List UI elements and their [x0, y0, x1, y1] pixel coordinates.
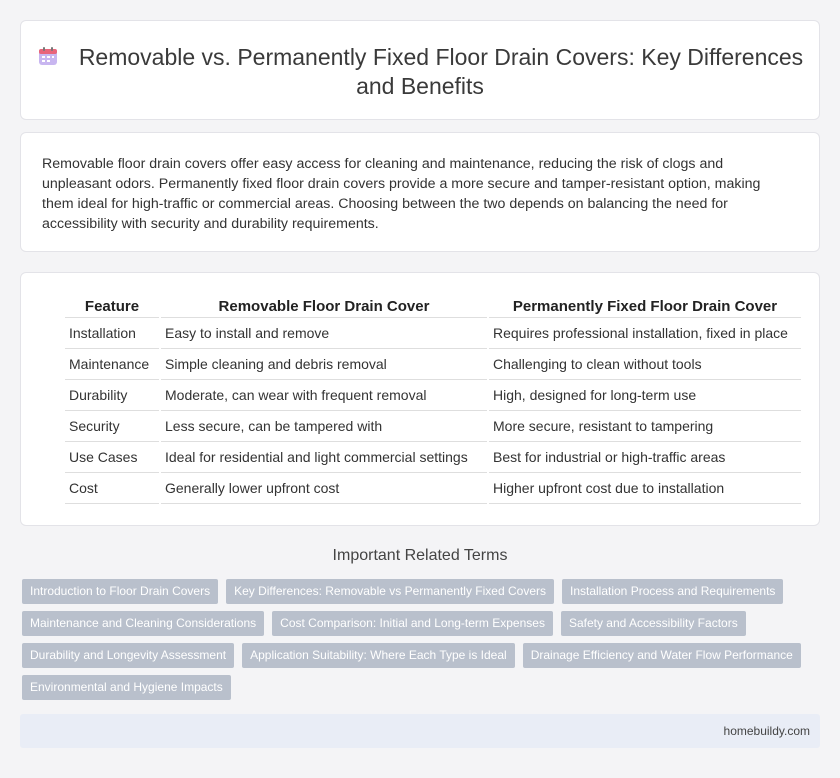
fixed-cell: More secure, resistant to tampering — [489, 411, 801, 442]
table-row — [65, 411, 801, 442]
page-title: Removable vs. Permanently Fixed Floor Drain Covers: Key Differences and Benefits — [78, 44, 804, 99]
comparison-card — [20, 272, 820, 526]
related-tag[interactable]: Key Differences: Removable vs Permanently Fixed Covers — [226, 579, 554, 604]
related-tag[interactable]: Safety and Accessibility Factors — [561, 611, 746, 636]
calendar-icon — [37, 45, 59, 67]
fixed-cell: Challenging to clean without tools — [489, 349, 801, 380]
intro-card — [20, 132, 820, 252]
related-tag[interactable]: Maintenance and Cleaning Considerations — [22, 611, 264, 636]
feature-cell: Durability — [65, 380, 159, 411]
related-tag[interactable]: Durability and Longevity Assessment — [22, 643, 234, 668]
feature-cell: Use Cases — [65, 442, 159, 473]
feature-cell: Installation — [65, 318, 159, 349]
related-tag[interactable]: Application Suitability: Where Each Type is Ideal — [242, 643, 515, 668]
related-tag[interactable]: Cost Comparison: Initial and Long-term Expenses — [272, 611, 553, 636]
related-tag[interactable]: Environmental and Hygiene Impacts — [22, 675, 231, 700]
footer — [20, 714, 820, 748]
related-tag[interactable]: Drainage Efficiency and Water Flow Performance — [523, 643, 801, 668]
intro-paragraph: Removable floor drain covers offer easy access for cleaning and maintenance, reducing the risk of clogs and unpleasant odors. Permanently fixed floor drain covers provide a more secure and tamper-resistant option, making them ideal for high-traffic or commercial areas. Choosing between the two depends on balancing the need for accessibility with security and durability requirements. — [42, 156, 761, 232]
feature-cell: Cost — [65, 473, 159, 504]
header-feature: Feature — [65, 296, 159, 318]
related-tag[interactable]: Installation Process and Requirements — [562, 579, 783, 604]
removable-cell: Moderate, can wear with frequent removal — [161, 380, 487, 411]
header-fixed: Permanently Fixed Floor Drain Cover — [489, 296, 801, 318]
removable-cell: Less secure, can be tampered with — [161, 411, 487, 442]
page-title-wrap — [21, 43, 819, 101]
table-row — [65, 442, 801, 473]
removable-cell: Easy to install and remove — [161, 318, 487, 349]
fixed-cell: Best for industrial or high-traffic areas — [489, 442, 801, 473]
feature-cell: Maintenance — [65, 349, 159, 380]
fixed-cell: Requires professional installation, fixed in place — [489, 318, 801, 349]
table-row — [65, 318, 801, 349]
table-row — [65, 380, 801, 411]
removable-cell: Generally lower upfront cost — [161, 473, 487, 504]
fixed-cell: Higher upfront cost due to installation — [489, 473, 801, 504]
footer-site-link[interactable]: homebuildy.com — [723, 724, 810, 738]
table-row — [65, 473, 801, 504]
removable-cell: Ideal for residential and light commercial settings — [161, 442, 487, 473]
removable-cell: Simple cleaning and debris removal — [161, 349, 487, 380]
related-terms-heading: Important Related Terms — [332, 547, 508, 564]
comparison-table — [63, 296, 803, 504]
fixed-cell: High, designed for long-term use — [489, 380, 801, 411]
header-removable: Removable Floor Drain Cover — [161, 296, 487, 318]
title-card — [20, 20, 820, 120]
related-tag[interactable]: Introduction to Floor Drain Covers — [22, 579, 218, 604]
feature-cell: Security — [65, 411, 159, 442]
table-row — [65, 349, 801, 380]
table-header-row — [65, 296, 801, 318]
related-tags — [22, 579, 812, 707]
